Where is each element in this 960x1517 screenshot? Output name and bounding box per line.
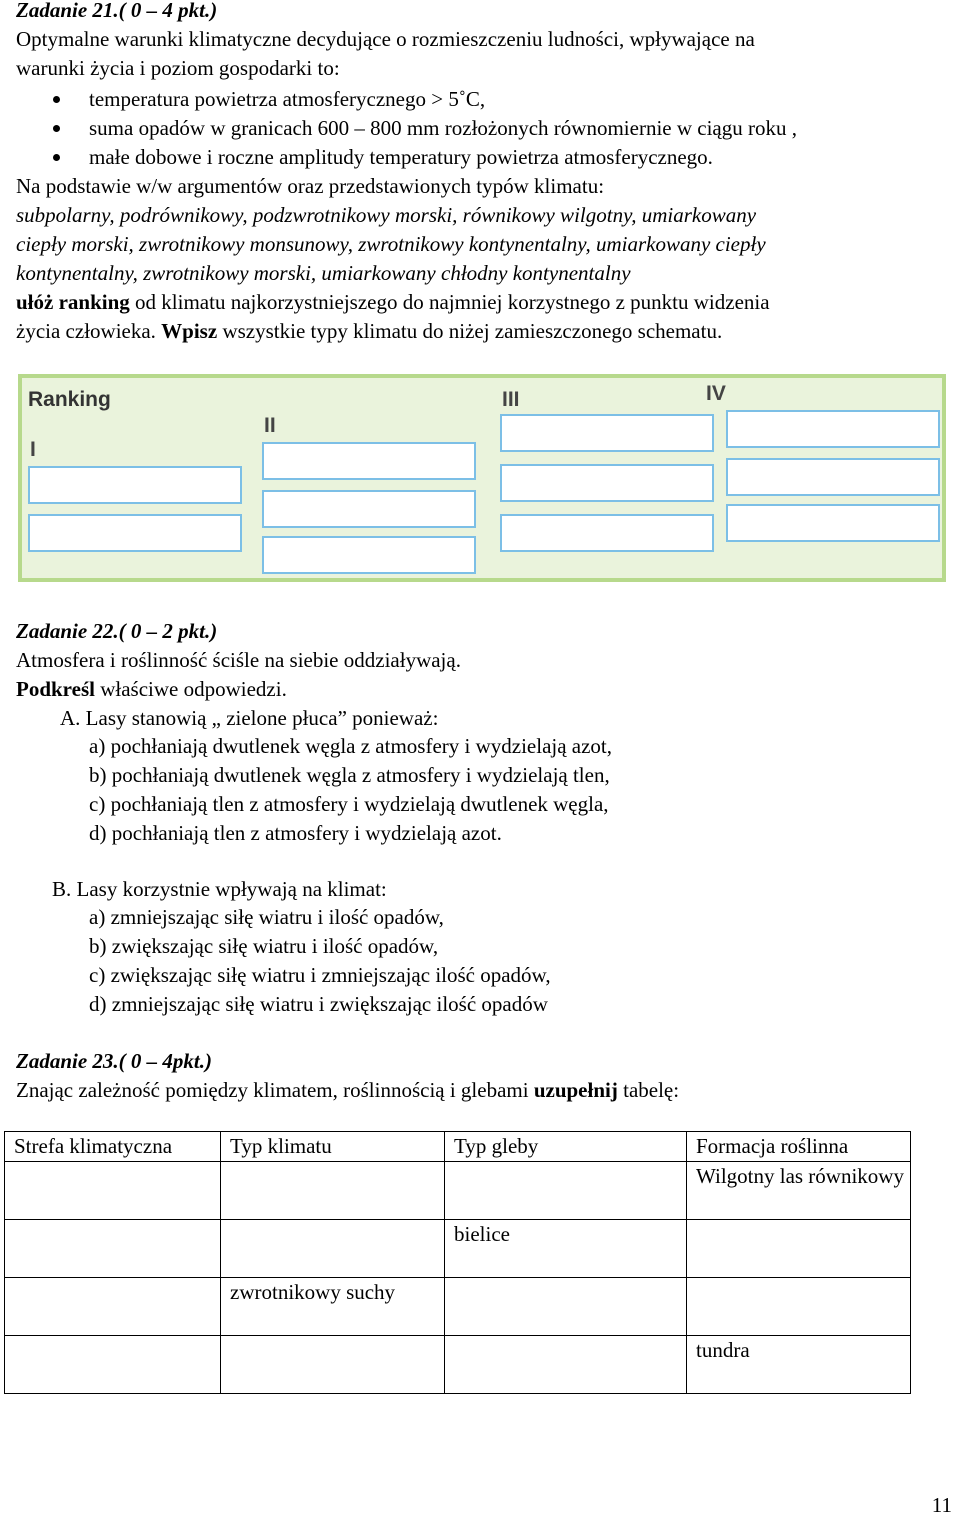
table-header-cell: Formacja roślinna xyxy=(687,1132,911,1162)
task22-a-option-a[interactable]: a) pochłaniają dwutlenek węgla z atmosfery i wydzielają azot, xyxy=(89,734,613,758)
rank-label-4: IV xyxy=(706,382,726,405)
instruction-rest: właściwe odpowiedzi. xyxy=(94,677,287,701)
table-row xyxy=(5,1162,911,1220)
task21-intro-line2: warunki życia i poziom gospodarki to: xyxy=(16,56,340,80)
table-cell[interactable] xyxy=(5,1220,221,1278)
climate-table xyxy=(4,1131,911,1394)
rank-box-3-2[interactable] xyxy=(500,464,714,502)
table-cell[interactable] xyxy=(687,1220,911,1278)
rank-label-2: II xyxy=(264,414,276,437)
task22-question-a: A. Lasy stanowią „ zielone płuca” ponieważ: xyxy=(60,706,439,730)
task21-instruction: Na podstawie w/w argumentów oraz przedstawionych typów klimatu: xyxy=(16,174,605,198)
rank-box-4-2[interactable] xyxy=(726,458,940,496)
rank-box-2-3[interactable] xyxy=(262,536,476,574)
rank-box-3-1[interactable] xyxy=(500,414,714,452)
task21-order-line1 xyxy=(16,288,770,316)
bullet-icon xyxy=(53,125,60,132)
task22-heading: Zadanie 22.( 0 – 2 pkt.) xyxy=(16,619,218,643)
climate-types-line3: kontynentalny, zwrotnikowy morski, umiarkowany chłodny kontynentalny xyxy=(16,261,631,285)
task21-bullet-2: suma opadów w granicach 600 – 800 mm rozłożonych równomiernie w ciągu roku , xyxy=(89,116,797,140)
intro-bold: uzupełnij xyxy=(533,1078,618,1102)
task22-b-option-b[interactable]: b) zwiększając siłę wiatru i ilość opadów, xyxy=(89,934,439,958)
climate-types-line2: ciepły morski, zwrotnikowy monsunowy, zwrotnikowy kontynentalny, umiarkowany ciepły xyxy=(16,232,766,256)
task23-heading: Zadanie 23.( 0 – 4pkt.) xyxy=(16,1049,212,1073)
table-cell: zwrotnikowy suchy xyxy=(221,1278,445,1336)
table-cell[interactable] xyxy=(5,1278,221,1336)
task22-instruction xyxy=(16,675,287,703)
task22-intro: Atmosfera i roślinność ściśle na siebie oddziaływają. xyxy=(16,648,461,672)
table-header-row xyxy=(5,1132,911,1162)
table-header-cell: Typ gleby xyxy=(445,1132,687,1162)
rank-box-4-1[interactable] xyxy=(726,410,940,448)
task22-b-option-a[interactable]: a) zmniejszając siłę wiatru i ilość opadów, xyxy=(89,905,444,929)
task22-a-option-d[interactable]: d) pochłaniają tlen z atmosfery i wydzielają azot. xyxy=(89,821,502,845)
table-cell[interactable] xyxy=(5,1162,221,1220)
bullet-icon xyxy=(53,96,60,103)
ranking-diagram xyxy=(18,374,946,582)
order-bold: ułóż ranking xyxy=(16,290,130,314)
page-number: 11 xyxy=(931,1493,952,1517)
table-row xyxy=(5,1336,911,1394)
rank-box-4-3[interactable] xyxy=(726,504,940,542)
rank-box-1-2[interactable] xyxy=(28,514,242,552)
climate-types-line1: subpolarny, podrównikowy, podzwrotnikowy morski, równikowy wilgotny, umiarkowany xyxy=(16,203,757,227)
table-cell[interactable] xyxy=(5,1336,221,1394)
rank-box-1-1[interactable] xyxy=(28,466,242,504)
rank-box-2-2[interactable] xyxy=(262,490,476,528)
table-cell[interactable] xyxy=(687,1278,911,1336)
ranking-title: Ranking xyxy=(28,388,111,411)
table-row xyxy=(5,1220,911,1278)
task21-bullet-1: temperatura powietrza atmosferycznego > 5˚C, xyxy=(89,87,486,111)
order-line2-start: życia człowieka. xyxy=(16,319,162,343)
table-row xyxy=(5,1278,911,1336)
rank-box-3-3[interactable] xyxy=(500,514,714,552)
table-cell[interactable] xyxy=(445,1162,687,1220)
task22-a-option-b[interactable]: b) pochłaniają dwutlenek węgla z atmosfery i wydzielają tlen, xyxy=(89,763,610,787)
task22-a-option-c[interactable]: c) pochłaniają tlen z atmosfery i wydzielają dwutlenek węgla, xyxy=(89,792,609,816)
rank-box-2-1[interactable] xyxy=(262,442,476,480)
task22-b-option-c[interactable]: c) zwiększając siłę wiatru i zmniejszając ilość opadów, xyxy=(89,963,551,987)
table-cell: tundra xyxy=(687,1336,911,1394)
table-cell[interactable] xyxy=(221,1336,445,1394)
task23-intro xyxy=(16,1076,679,1104)
rank-label-3: III xyxy=(502,388,520,411)
task22-b-option-d[interactable]: d) zmniejszając siłę wiatru i zwiększając ilość opadów xyxy=(89,992,548,1016)
task21-intro-line1: Optymalne warunki klimatyczne decydujące o rozmieszczeniu ludności, wpływające na xyxy=(16,27,755,51)
order-line2-rest: wszystkie typy klimatu do niżej zamieszczonego schematu. xyxy=(217,319,723,343)
table-header-cell: Typ klimatu xyxy=(221,1132,445,1162)
table-cell[interactable] xyxy=(445,1336,687,1394)
table-cell: Wilgotny las równikowy xyxy=(687,1162,911,1220)
intro-end: tabelę: xyxy=(617,1078,680,1102)
table-header-cell: Strefa klimatyczna xyxy=(5,1132,221,1162)
table-cell[interactable] xyxy=(445,1278,687,1336)
task21-bullet-3: małe dobowe i roczne amplitudy temperatury powietrza atmosferycznego. xyxy=(89,145,713,169)
order-rest: od klimatu najkorzystniejszego do najmniej korzystnego z punktu widzenia xyxy=(129,290,770,314)
task21-order-line2 xyxy=(16,317,722,345)
rank-label-1: I xyxy=(30,438,36,461)
bullet-icon xyxy=(53,154,60,161)
table-cell: bielice xyxy=(445,1220,687,1278)
table-cell[interactable] xyxy=(221,1162,445,1220)
order-line2-bold: Wpisz xyxy=(161,319,218,343)
table-cell[interactable] xyxy=(221,1220,445,1278)
intro-start: Znając zależność pomiędzy klimatem, roślinnością i glebami xyxy=(16,1078,534,1102)
instruction-bold: Podkreśl xyxy=(16,677,95,701)
task22-question-b: B. Lasy korzystnie wpływają na klimat: xyxy=(52,877,387,901)
task21-heading: Zadanie 21.( 0 – 4 pkt.) xyxy=(16,0,218,22)
